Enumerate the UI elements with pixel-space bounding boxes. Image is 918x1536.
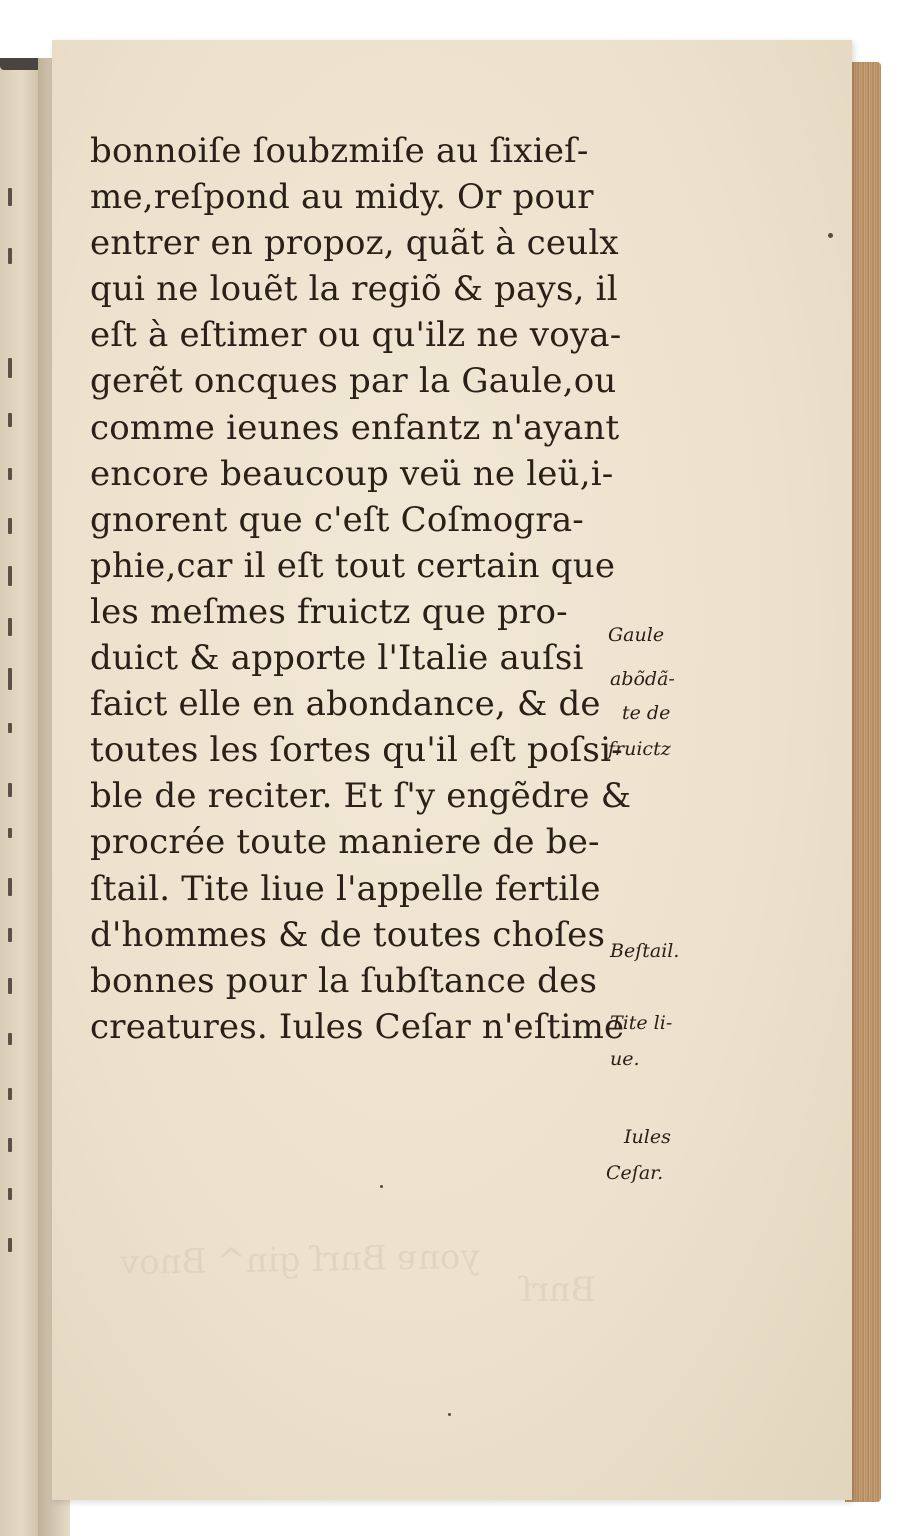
- facing-page-glyph: [8, 1238, 12, 1252]
- text-line: faict elle en abondance, & de: [90, 684, 601, 725]
- bleed-through-text: yonɐ Bnrſ gin^ Bnov: [119, 1236, 480, 1284]
- text-line: me,reſpond au midy. Or pour: [90, 177, 594, 218]
- facing-page-glyph: [8, 248, 12, 264]
- margin-note-gaule: [608, 622, 664, 648]
- text-line: bonnoiſe ſoubzmiſe au ſixieſ-: [90, 131, 589, 171]
- margin-note-line: Tite li-: [610, 1012, 673, 1034]
- text-line: qui ne louẽt la regiõ & pays, il: [90, 269, 618, 310]
- margin-note-line: ue.: [610, 1048, 640, 1070]
- facing-page-glyph: [8, 413, 12, 427]
- margin-note-line: fruictz: [608, 738, 671, 760]
- facing-page-glyph: [8, 1138, 12, 1152]
- text-line: procrée toute maniere de be-: [90, 822, 600, 863]
- facing-page-edge: [0, 58, 40, 1536]
- text-line: comme ieunes enfantz n'ayant: [90, 407, 620, 448]
- facing-page-glyph: [8, 783, 12, 797]
- margin-note-gaule: [610, 666, 675, 692]
- facing-page-glyph: [8, 878, 12, 896]
- text-line: ble de reciter. Et ſ'y engẽdre &: [90, 776, 632, 817]
- facing-page-glyph: [8, 723, 12, 733]
- facing-page-glyph: [8, 928, 12, 942]
- text-line: encore beaucoup veü ne leü,i-: [90, 453, 614, 494]
- margin-note-tite-liue: [610, 1010, 672, 1036]
- text-line: duict & apporte l'Italie auſsi: [90, 638, 584, 679]
- facing-page-glyph: [8, 518, 12, 534]
- facing-page-glyph: [8, 618, 12, 636]
- facing-page-glyph: [8, 188, 12, 206]
- margin-note-line: Gaule: [608, 624, 665, 646]
- text-line: creatures. Iules Ceſar n'eſtime: [90, 1006, 625, 1047]
- paper-speck: [828, 233, 833, 238]
- facing-page-glyph: [8, 668, 12, 690]
- text-line: ſtail. Tite liue l'appelle fertile: [90, 868, 601, 909]
- facing-page-glyph: [8, 566, 12, 586]
- text-line: toutes les ſortes qu'il eſt poſsi-: [90, 730, 623, 771]
- facing-page-glyph: [8, 1033, 12, 1045]
- margin-note-gaule: [608, 736, 671, 762]
- margin-note-line: Beſtail.: [610, 940, 680, 962]
- text-line: d'hommes & de toutes choſes: [90, 914, 606, 955]
- text-line: eſt à eſtimer ou qu'ilz ne voya-: [90, 315, 622, 356]
- margin-note-line: te de: [622, 702, 671, 724]
- facing-page-glyph: [8, 358, 12, 378]
- margin-note-line: abõdã-: [610, 668, 675, 690]
- facing-page-glyph: [8, 468, 12, 480]
- text-line: les meſmes fruictz que pro-: [90, 591, 568, 632]
- margin-note-iules-cesar: [624, 1124, 671, 1150]
- paper-speck: [448, 1413, 451, 1416]
- facing-page-glyph: [8, 828, 12, 838]
- facing-page-glyph: [8, 1088, 12, 1100]
- paper-speck: [380, 1185, 383, 1188]
- facing-page-glyph: [8, 1188, 12, 1200]
- text-line: entrer en propoz, quãt à ceulx: [90, 223, 619, 264]
- body-text: [90, 128, 632, 1050]
- text-line: phie,car il eſt tout certain que: [90, 545, 616, 586]
- margin-note-bestail: [610, 938, 679, 964]
- margin-note-line: Iules: [624, 1126, 671, 1148]
- margin-note-line: Ceſar.: [606, 1162, 664, 1184]
- margin-note-tite-liue: [610, 1046, 640, 1072]
- bleed-through-text: Bnrſ: [520, 1270, 596, 1310]
- margin-note-gaule: [622, 700, 670, 726]
- text-line: bonnes pour la ſubſtance des: [90, 960, 598, 1001]
- facing-page-glyph: [8, 978, 12, 994]
- margin-note-iules-cesar: [606, 1160, 663, 1186]
- text-line: gnorent que c'eſt Coſmogra-: [90, 499, 584, 540]
- text-line: gerẽt oncques par la Gaule,ou: [90, 361, 617, 402]
